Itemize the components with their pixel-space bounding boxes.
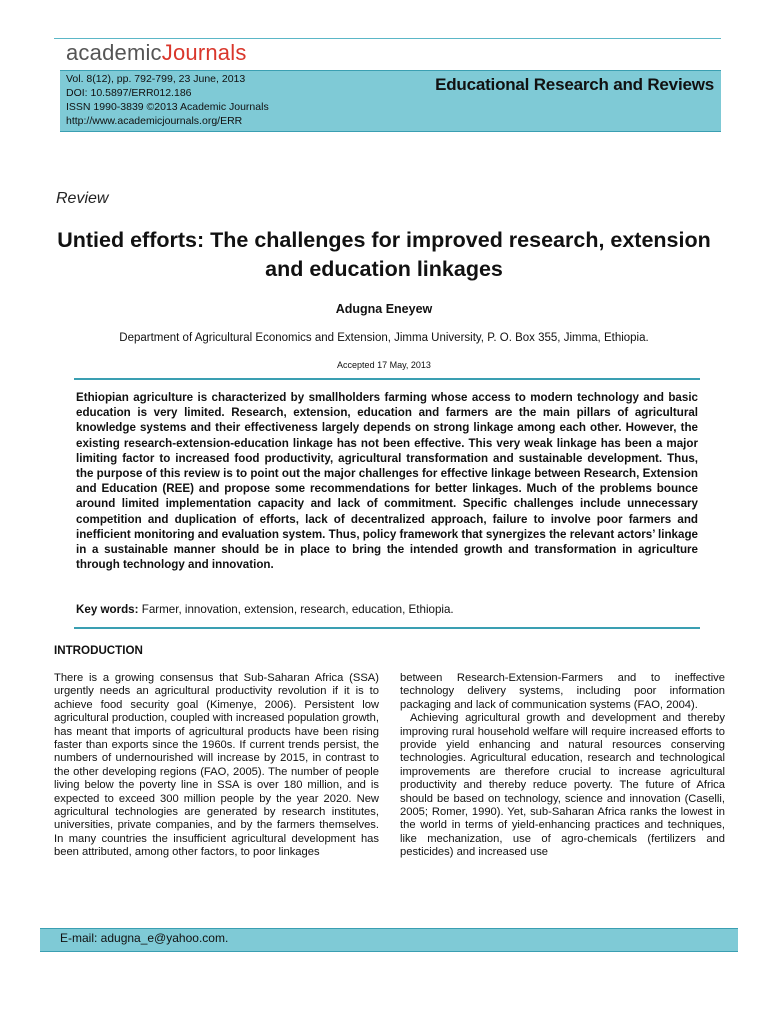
article-title: Untied efforts: The challenges for improved research, extension and education linkages [57, 228, 711, 281]
meta-doi: DOI: 10.5897/ERR012.186 [66, 87, 192, 99]
keywords-list: Farmer, innovation, extension, research, education, Ethiopia. [141, 603, 454, 616]
abstract-top-rule [74, 378, 700, 380]
section-type: Review [56, 190, 109, 207]
right-column [400, 672, 725, 860]
intro-paragraph-2: between Research-Extension-Farmers and to ineffective technology delivery systems, including poor information packaging and lack of communication systems (FAO, 2004). [400, 672, 725, 711]
logo-journals: Journals [161, 40, 247, 65]
meta-volume: Vol. 8(12), pp. 792-799, 23 June, 2013 [66, 73, 246, 85]
publication-meta [66, 72, 269, 128]
keywords-label: Key words: [76, 603, 139, 616]
keywords [76, 603, 454, 616]
abstract: Ethiopian agriculture is characterized by smallholders farming whose access to modern technology and basic education is very limited. Research, extension, education and farmers are the main pillars of agricultural knowledge systems and their effectiveness largely depends on strong linkage among each other. However, the existing research-extension-education linkage has not been effective. This very weak linkage has been a major limiting factor to increased food productivity, agricultural transformation and sustainable development. Thus, the purpose of this review is to point out the major challenges for effective linkage between Research, Extension and Education (REE) and propose some recommendations for better linkages. Much of the problems bounce around limited implementation capacity and lack of commitment. Specific challenges include unnecessary competition and duplication of efforts, lack of decentralized approach, failure to involve poor farmers and inefficient monitoring and evaluation system. Thus, policy framework that synergizes the relevant actors’ linkage in a sustainable manner should be in place to bring the intended growth and transformation in agriculture through technology and innovation. [76, 391, 698, 572]
intro-paragraph-1: There is a growing consensus that Sub-Saharan Africa (SSA) urgently needs an agricultural productivity revolution if it is to achieve food security goal (Kimenye, 2006). Persistent low agricultural production, coupled with increased population growth, has meant that imports of agricultural products have been rising faster than exports since the 1960s. If current trends persist, the numbers of undernourished will increase by 2015, in contrast to the other developing regions (FAO, 2005). The number of people living below the poverty line in SSA is over 180 million, and is expected to exceed 300 million people by the year 2020. New agricultural technologies are generated by research institutes, universities, private companies, and by the farmers themselves. In many countries the insufficient agricultural development has been attributed, among other factors, to poor linkages [54, 672, 379, 859]
journal-name: Educational Research and Reviews [435, 75, 714, 94]
author-name: Adugna Eneyew [335, 302, 433, 316]
author-affiliation: Department of Agricultural Economics and Extension, Jimma University, P. O. Box 355, Jimma, Ethiopia. [119, 332, 649, 344]
logo-academic: academic [66, 40, 162, 65]
meta-issn: ISSN 1990-3839 ©2013 Academic Journals [66, 101, 269, 113]
author-email[interactable]: E-mail: adugna_e@yahoo.com. [60, 931, 229, 945]
left-column [54, 672, 379, 860]
abstract-bottom-rule [74, 627, 700, 629]
intro-paragraph-3: Achieving agricultural growth and development and thereby improving rural household welfare will require increased efforts to provide yield enhancing and natural resources conserving technologies. Agricultural education, research and technological improvements are therefore crucial to increase agricultural productivity and thereby reduce poverty. The future of Africa should be based on technology, science and innovation (Caselli, 2005; Romer, 1990). Yet, sub-Saharan Africa ranks the lowest in the world in terms of yield-enhancing practices and techniques, like mechanization, use of agro-chemicals (fertilizers and pesticides) and increased use [400, 712, 725, 859]
introduction-heading: INTRODUCTION [54, 644, 143, 657]
top-rule [54, 38, 721, 39]
publisher-logo [66, 40, 247, 66]
accepted-date: Accepted 17 May, 2013 [337, 360, 431, 370]
meta-url[interactable]: http://www.academicjournals.org/ERR [66, 115, 243, 127]
